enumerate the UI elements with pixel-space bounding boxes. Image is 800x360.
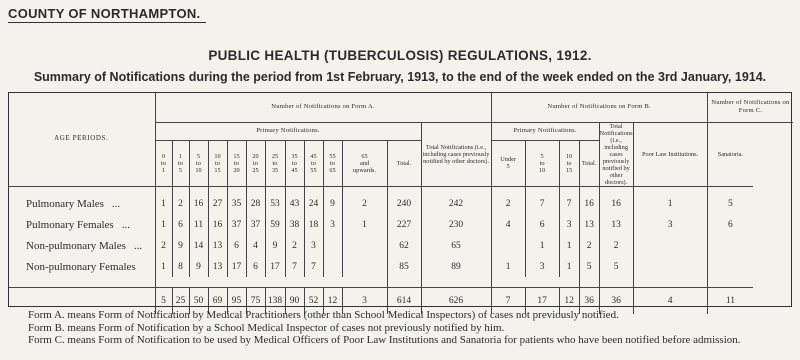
- total-form-a: 90: [285, 288, 304, 315]
- cell-total-b: 13: [579, 214, 599, 235]
- total-form-a: 12: [323, 288, 342, 315]
- county-heading: COUNTY OF NORTHAMPTON.: [8, 6, 201, 21]
- cell-form-a: 17: [227, 256, 246, 277]
- total-form-a: 95: [227, 288, 246, 315]
- age-col-a10: 65 and upwards.: [342, 140, 387, 186]
- cell-total-notifications-b: 16: [599, 187, 633, 215]
- cell-sanatoria: 6: [728, 219, 733, 230]
- cell-poor-law: [633, 256, 707, 277]
- cell-form-a: 59: [265, 214, 285, 235]
- row-label-text: Pulmonary Males: [26, 197, 104, 210]
- primary-a-header: Primary Notifications.: [155, 123, 421, 141]
- total-form-b: 7: [491, 288, 525, 315]
- cell-sanatoria: [707, 235, 753, 256]
- cell-total-notifications-a: 65: [421, 235, 491, 256]
- footnote-form-c: Form C. means Form of Notification to be used by Medical Officers of Poor Law Institutions and Sanatoria for patients who have been notified before admission.: [28, 334, 741, 346]
- cell-form-a: 13: [208, 256, 227, 277]
- cell-form-a: 13: [208, 235, 227, 256]
- notifications-table: [8, 92, 793, 314]
- cell-form-a: 9: [189, 256, 208, 277]
- cell-total-notifications-b: 5: [599, 256, 633, 277]
- cell-poor-law: [633, 235, 707, 256]
- cell-form-a: 2: [172, 187, 189, 215]
- table-row: [8, 256, 793, 277]
- cell-total-b: 5: [579, 256, 599, 277]
- cell-form-a: 9: [265, 235, 285, 256]
- cell-form-a: 2: [342, 187, 387, 215]
- cell-form-a: 7: [304, 256, 323, 277]
- total-notifications-b-header: Total Notifications (i.e., including cases previously notified by other doctors).: [599, 123, 633, 186]
- cell-form-a: 18: [304, 214, 323, 235]
- cell-form-a: [323, 256, 342, 277]
- cell-form-b: 1: [559, 256, 579, 277]
- cell-form-b: 6: [525, 214, 559, 235]
- age-col-a8: 45 to 55: [304, 140, 323, 186]
- cell-total-notifications-a: 89: [421, 256, 491, 277]
- cell-form-a: 16: [189, 187, 208, 215]
- cell-form-a: 14: [189, 235, 208, 256]
- poor-law-header: Poor Law Institutions.: [633, 123, 707, 187]
- cell-total-a: 227: [387, 214, 421, 235]
- total-form-b: 17: [525, 288, 559, 315]
- cell-form-b: 1: [559, 235, 579, 256]
- cell-total-a: 62: [387, 235, 421, 256]
- cell-poor-law: 1: [633, 187, 707, 215]
- age-col-a5: 20 to 25: [246, 140, 265, 186]
- cell-sanatoria: [707, 256, 753, 277]
- total-sum-b: 36: [579, 288, 599, 315]
- cell-total-a: 85: [387, 256, 421, 277]
- row-label-dots: ...: [133, 239, 143, 252]
- cell-form-a: 6: [227, 235, 246, 256]
- cell-form-a: 53: [265, 187, 285, 215]
- cell-form-b: 1: [525, 235, 559, 256]
- primary-b-header: Primary Notifications.: [491, 123, 599, 141]
- row-label-text: Pulmonary Females: [26, 218, 114, 231]
- cell-form-a: 11: [189, 214, 208, 235]
- row-label-dots: ...: [121, 218, 130, 231]
- total-a-header: Total.: [387, 140, 421, 186]
- cell-form-a: 16: [208, 214, 227, 235]
- total-b-header: Total.: [579, 140, 599, 186]
- cell-total-notifications-a: 230: [421, 214, 491, 235]
- cell-form-a: 3: [323, 214, 342, 235]
- form-b-header: Number of Notifications on Form B.: [491, 92, 707, 123]
- row-label: [8, 256, 155, 277]
- total-form-a: 52: [304, 288, 323, 315]
- cell-form-a: 1: [155, 214, 172, 235]
- cell-form-a: 3: [304, 235, 323, 256]
- total-form-a: 5: [155, 288, 172, 315]
- cell-form-b: 7: [559, 187, 579, 215]
- cell-form-a: 1: [342, 214, 387, 235]
- cell-total-b: 16: [579, 187, 599, 215]
- cell-sanatoria: 5: [728, 198, 733, 209]
- age-col-a0: 0 to 1: [155, 140, 172, 186]
- cell-form-b: 7: [525, 187, 559, 215]
- total-form-a: 69: [208, 288, 227, 315]
- cell-form-a: 6: [246, 256, 265, 277]
- age-col-b1: 5 to 10: [525, 140, 559, 186]
- total-sum-a: 614: [387, 288, 421, 315]
- age-col-a1: 1 to 5: [172, 140, 189, 186]
- total-poor-law: 4: [633, 288, 707, 315]
- total-form-b: 12: [559, 288, 579, 315]
- cell-total-notifications-a: 242: [421, 187, 491, 215]
- age-col-a3: 10 to 15: [208, 140, 227, 186]
- age-col-b2: 10 to 15: [559, 140, 579, 186]
- row-label-dots: ...: [111, 197, 121, 210]
- cell-form-b: 3: [559, 214, 579, 235]
- total-notifications-a-header: Total Notifications (i.e., including cases previously notified by other doctors).: [421, 123, 491, 187]
- total-form-a: 3: [342, 288, 387, 315]
- total-form-a: 75: [246, 288, 265, 315]
- age-col-b0: Under 5: [491, 140, 525, 186]
- cell-form-a: 37: [246, 214, 265, 235]
- total-form-a: 138: [265, 288, 285, 315]
- age-col-a4: 15 to 20: [227, 140, 246, 186]
- page-subtitle: Summary of Notifications during the period from 1st February, 1913, to the end of the week ended on the 3rd January, 1914.: [33, 70, 767, 84]
- cell-form-b: 2: [491, 187, 525, 215]
- cell-form-a: 9: [323, 187, 342, 215]
- county-underline: [8, 22, 206, 23]
- row-label: [8, 214, 155, 235]
- cell-form-a: 37: [227, 214, 246, 235]
- cell-form-a: 35: [227, 187, 246, 215]
- total-notifications-b: 36: [599, 288, 633, 315]
- cell-form-a: 2: [155, 235, 172, 256]
- total-form-a: 50: [189, 288, 208, 315]
- cell-form-a: 17: [265, 256, 285, 277]
- cell-poor-law: 3: [633, 214, 707, 235]
- cell-total-notifications-b: 13: [599, 214, 633, 235]
- cell-form-b: 4: [491, 214, 525, 235]
- form-a-header: Number of Notifications on Form A.: [155, 92, 491, 123]
- cell-form-a: 2: [285, 235, 304, 256]
- form-c-header: Number of Notifications on Form C.: [707, 92, 793, 123]
- cell-form-a: 43: [285, 187, 304, 215]
- cell-total-a: 240: [387, 187, 421, 215]
- cell-form-a: 27: [208, 187, 227, 215]
- footnote-form-a: Form A. means Form of Notification by Medical Practitioners (other than School Medical Inspectors) of cases not previously notified.: [28, 309, 619, 321]
- row-label: [8, 235, 155, 256]
- cell-form-b: 3: [525, 256, 559, 277]
- cell-form-b: 1: [491, 256, 525, 277]
- cell-form-a: 1: [155, 187, 172, 215]
- table-row: [8, 187, 793, 215]
- footnote-form-b: Form B. means Form of Notification by a School Medical Inspector of cases not previously notified by him.: [28, 321, 505, 334]
- age-periods-header: AGE PERIODS.: [8, 92, 155, 187]
- sanatoria-header: Sanatoria.: [707, 123, 753, 187]
- cell-form-a: 6: [172, 214, 189, 235]
- cell-form-a: 7: [285, 256, 304, 277]
- age-col-a2: 5 to 10: [189, 140, 208, 186]
- footnotes: [28, 309, 741, 347]
- cell-total-b: 2: [579, 235, 599, 256]
- cell-form-a: 9: [172, 235, 189, 256]
- cell-form-a: [342, 235, 387, 256]
- row-label: [8, 187, 155, 215]
- age-col-a9: 55 to 65: [323, 140, 342, 186]
- total-sanatoria: 11: [707, 288, 753, 315]
- cell-form-b: [491, 235, 525, 256]
- cell-form-a: 1: [155, 256, 172, 277]
- cell-form-a: 4: [246, 235, 265, 256]
- total-notifications-a: 626: [421, 288, 491, 315]
- cell-form-a: 24: [304, 187, 323, 215]
- table-row: [8, 235, 793, 256]
- row-label-text: Non-pulmonary Females: [26, 260, 136, 273]
- age-col-a7: 35 to 45: [285, 140, 304, 186]
- table-row: [8, 214, 793, 235]
- cell-form-a: [342, 256, 387, 277]
- cell-form-a: 28: [246, 187, 265, 215]
- age-col-a6: 25 to 35: [265, 140, 285, 186]
- cell-form-a: 8: [172, 256, 189, 277]
- row-label-text: Non-pulmonary Males: [26, 239, 126, 252]
- total-form-a: 25: [172, 288, 189, 315]
- cell-form-a: 38: [285, 214, 304, 235]
- cell-form-a: [323, 235, 342, 256]
- cell-total-notifications-b: 2: [599, 235, 633, 256]
- page-title: PUBLIC HEALTH (TUBERCULOSIS) REGULATIONS, 1912.: [208, 48, 592, 63]
